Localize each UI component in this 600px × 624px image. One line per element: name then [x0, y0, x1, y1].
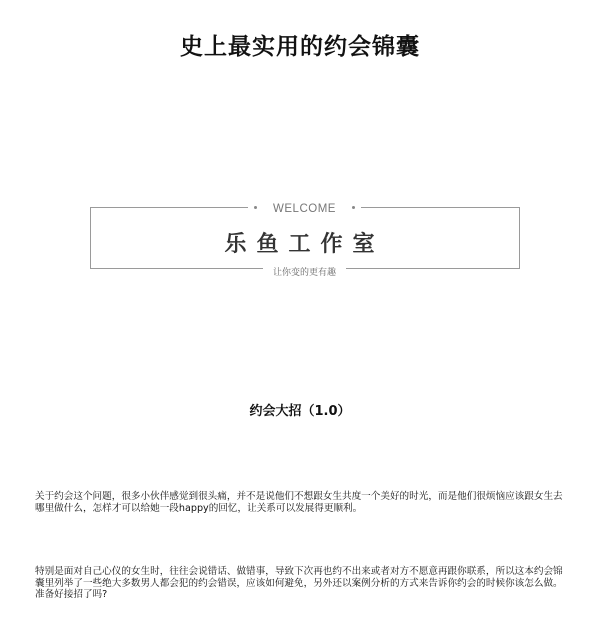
welcome-banner	[84, 199, 525, 278]
tagline-text: 让你变的更有趣	[263, 266, 346, 280]
paragraph-detail: 特别是面对自己心仪的女生时，往往会说错话、做错事，导致下次再也约不出来或者对方不愿意再跟你联系，所以这本约会锦囊里列举了一些绝大多数男人都会犯的约会错误，应该如何避免，另外还以案例分析的方式来告诉你约会的时候你该怎么做。准备好接招了吗?	[35, 566, 563, 600]
welcome-text: WELCOME	[263, 201, 346, 217]
section-heading: 约会大招（1.0）	[249, 404, 351, 419]
page-title: 史上最实用的约会锦囊	[180, 34, 420, 60]
welcome-label	[84, 199, 525, 217]
paragraph-intro: 关于约会这个问题，很多小伙伴感觉到很头痛，并不是说他们不想跟女生共度一个美好的时光，而是他们很烦恼应该跟女生去哪里做什么，怎样才可以给她一段happy的回忆，让关系可以发展得更顺利。	[35, 491, 563, 514]
dot-left-icon	[254, 206, 257, 209]
tagline	[84, 263, 525, 280]
brand-name: 乐鱼工作室	[224, 231, 385, 257]
dot-right-icon	[352, 206, 355, 209]
